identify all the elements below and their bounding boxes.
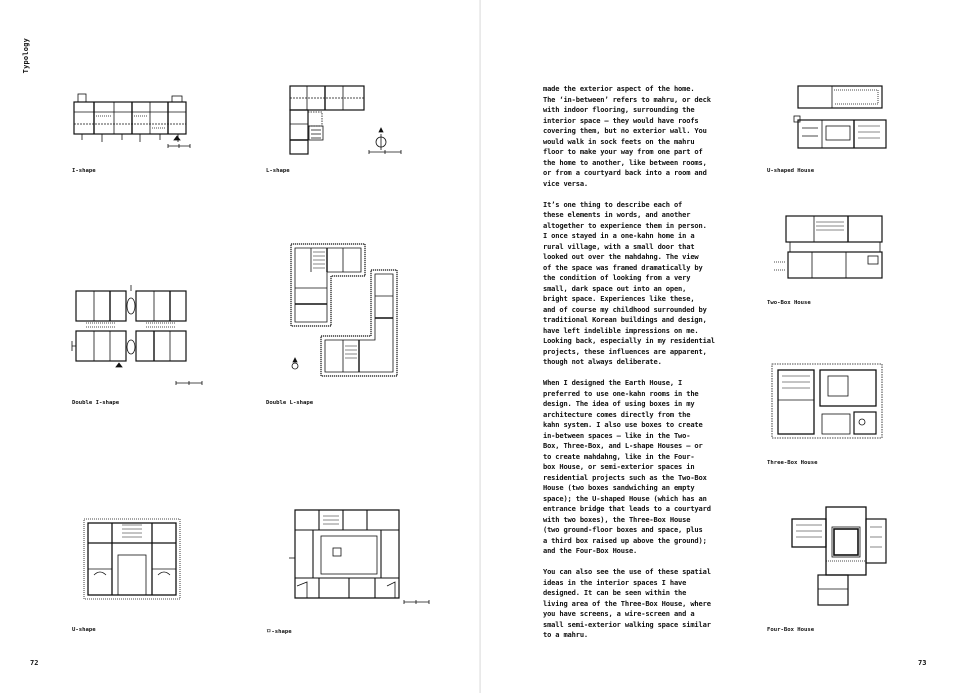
caption-double-l-shape: Double L-shape bbox=[266, 400, 314, 406]
caption-double-i-shape: Double I-shape bbox=[72, 400, 120, 406]
plan-two-box-house bbox=[772, 212, 890, 284]
caption-u-shape: U-shape bbox=[72, 627, 96, 633]
plan-double-l-shape bbox=[285, 240, 405, 380]
body-text bbox=[543, 84, 723, 641]
caption-two-box-house: Two-Box House bbox=[767, 300, 811, 306]
plan-four-box-house-drawing bbox=[790, 505, 890, 613]
caption-four-box-house: Four-Box House bbox=[767, 627, 815, 633]
page-gutter bbox=[479, 0, 481, 693]
section-title: Typology bbox=[22, 38, 30, 74]
plan-u-shaped-house bbox=[792, 82, 887, 154]
plan-four-box-house bbox=[790, 505, 890, 613]
body-paragraph: You can also see the use of these spatial ideas in the interior spaces I have designed. It can be seen within the living area of the Three-Box House, where you have screens, a wire-screen and a small semi-exterior walking space similar to a mahru. bbox=[543, 567, 711, 639]
plan-square-shape-drawing bbox=[289, 506, 434, 611]
plan-i-shape bbox=[72, 82, 192, 154]
body-paragraph: When I designed the Earth House, I preferred to use one-kahn rooms in the design. The idea of using boxes in my architecture comes directly from the kahn system. I also use boxes to create in-between spaces – like in the Two- Box, Three-Box, and L-shape Houses – or to create mahdahng, like in the Four- box House, or semi-exterior spaces in residential projects such as the Two-Box House (two boxes sandwiching an empty space); the U-shaped House (which has an entrance bridge that leads to a courtyard with two boxes), the Three-Box House (two ground-floor boxes and space, plus a third box raised up above the ground); and the Four-Box House. bbox=[543, 378, 711, 555]
caption-square-shape: ㅁ-shape bbox=[266, 629, 292, 635]
caption-u-shaped-house: U-shaped House bbox=[767, 168, 815, 174]
page-number-right: 73 bbox=[918, 659, 927, 667]
body-paragraph: It’s one thing to describe each of these elements in words, and another altogether to experience them in person. I once stayed in a one-kahn home in a rural village, with a small door that looked out over the mahdahng. The view of the space was framed dramatically by the condition of looking from a very small, dark space out into an open, bright space. Experiences like these, and of course my childhood surrounded by traditional Korean buildings and design, have left indelible impressions on me. Looking back, especially in my residential projects, these influences are apparent, though not always deliberate. bbox=[543, 199, 715, 366]
body-paragraph: made the exterior aspect of the home. The ‘in-between’ refers to mahru, or deck with indoor flooring, surrounding the interior space – they would have roofs covering them, but no exterior wall. You would walk in sock feets on the mahru floor to make your way from one part of the home to another, like between rooms, or from a courtyard back into a room and vice versa. bbox=[543, 84, 711, 188]
plan-u-shape bbox=[82, 515, 187, 610]
plan-u-shape-drawing bbox=[82, 515, 187, 610]
plan-i-shape-drawing bbox=[72, 82, 192, 154]
plan-double-i-shape bbox=[72, 283, 207, 388]
plan-three-box-house bbox=[770, 362, 888, 442]
page-number-left: 72 bbox=[30, 659, 39, 667]
caption-i-shape: I-shape bbox=[72, 168, 96, 174]
caption-l-shape: L-shape bbox=[266, 168, 290, 174]
plan-three-box-house-drawing bbox=[770, 362, 888, 442]
caption-three-box-house: Three-Box House bbox=[767, 460, 818, 466]
plan-double-i-shape-drawing bbox=[72, 283, 207, 388]
plan-two-box-house-drawing bbox=[772, 212, 890, 284]
plan-l-shape bbox=[285, 82, 405, 157]
plan-l-shape-drawing bbox=[285, 82, 405, 157]
plan-double-l-shape-drawing bbox=[285, 240, 405, 380]
plan-u-shaped-house-drawing bbox=[792, 82, 887, 154]
plan-square-shape bbox=[289, 506, 434, 611]
